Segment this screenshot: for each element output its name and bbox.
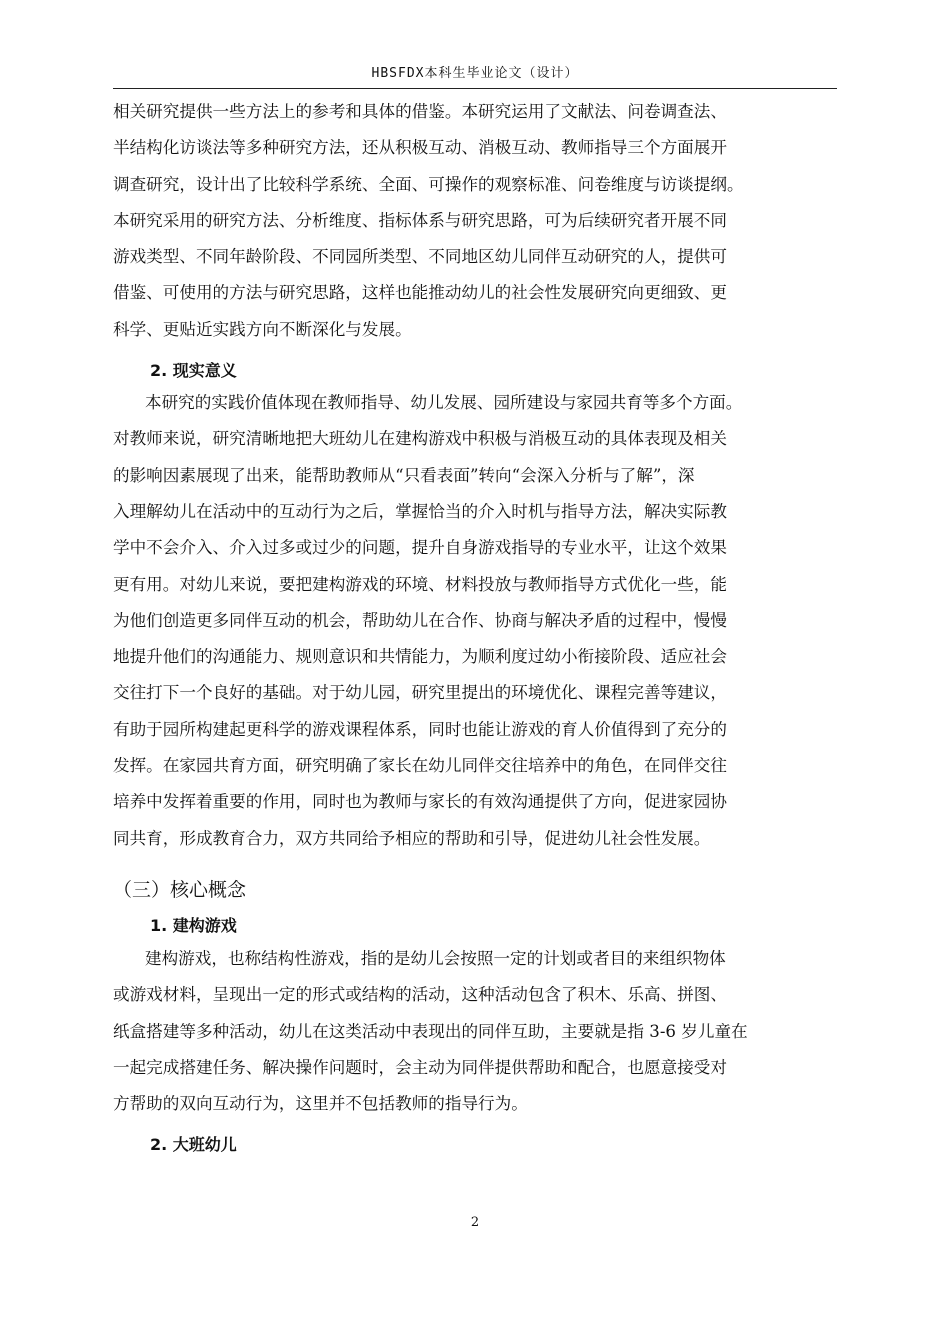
text-line: 调查研究，设计出了比较科学系统、全面、可操作的观察标准、问卷维度与访谈提纲。: [113, 174, 744, 194]
heading-construction-game: 1. 建构游戏: [150, 915, 237, 935]
text-line: 相关研究提供一些方法上的参考和具体的借鉴。本研究运用了文献法、问卷调查法、: [113, 102, 727, 121]
text-line: 培养中发挥着重要的作用，同时也为教师与家长的有效沟通提供了方向，促进家园协: [113, 792, 727, 812]
text-line: 为他们创造更多同伴互动的机会，帮助幼儿在合作、协商与解决矛盾的过程中，慢慢: [113, 610, 727, 630]
text-line: 科学、更贴近实践方向不断深化与发展。: [113, 319, 412, 339]
paragraph-research-methods: [113, 94, 853, 348]
heading-core-concepts: （三）核心概念: [113, 878, 247, 901]
heading-practical-significance: 2. 现实意义: [150, 361, 237, 381]
text-line: 建构游戏，也称结构性游戏，指的是幼儿会按照一定的计划或者目的来组织物体: [145, 948, 726, 968]
paragraph-practical-significance: [113, 385, 853, 857]
paragraph-construction-game: [113, 941, 853, 1122]
text-line: 发挥。在家园共育方面，研究明确了家长在幼儿同伴交往培养中的角色，在同伴交往: [113, 756, 727, 776]
document-body: [113, 94, 853, 1156]
text-line: 或游戏材料，呈现出一定的形式或结构的活动，这种活动包含了积木、乐高、拼图、: [113, 985, 727, 1005]
text-line: 交往打下一个良好的基础。对于幼儿园，研究里提出的环境优化、课程完善等建议，: [113, 683, 727, 703]
page-header: HBSFDX本科生毕业论文（设计）: [371, 66, 579, 81]
text-line: 半结构化访谈法等多种研究方法，还从积极互动、消极互动、教师指导三个方面展开: [113, 138, 727, 158]
text-line: 本研究采用的研究方法、分析维度、指标体系与研究思路，可为后续研究者开展不同: [113, 210, 727, 230]
text-line: 有助于园所构建起更科学的游戏课程体系，同时也能让游戏的育人价值得到了充分的: [113, 719, 727, 739]
text-line: 入理解幼儿在活动中的互动行为之后，掌握恰当的介入时机与指导方法，解决实际教: [113, 501, 727, 521]
text-line: 方帮助的双向互动行为，这里并不包括教师的指导行为。: [113, 1094, 528, 1114]
text-line: 地提升他们的沟通能力、规则意识和共情能力，为顺利度过幼小衔接阶段、适应社会: [113, 647, 727, 667]
header-rule: [113, 88, 837, 89]
text-line: 的影响因素展现了出来，能帮助教师从“只看表面”转向“会深入分析与了解”，深: [113, 465, 695, 485]
text-line: 更有用。对幼儿来说，要把建构游戏的环境、材料投放与教师指导方式优化一些，能: [113, 574, 727, 594]
text-line: 对教师来说，研究清晰地把大班幼儿在建构游戏中积极与消极互动的具体表现及相关: [113, 429, 727, 449]
page-number: 2: [470, 1215, 480, 1230]
text-line: 纸盒搭建等多种活动，幼儿在这类活动中表现出的同伴互助，主要就是指 3-6 岁儿童在: [113, 1021, 748, 1041]
text-line: 学中不会介入、介入过多或过少的问题，提升自身游戏指导的专业水平，让这个效果: [113, 538, 727, 558]
text-line: 一起完成搭建任务、解决操作问题时，会主动为同伴提供帮助和配合，也愿意接受对: [113, 1057, 727, 1077]
text-line: 游戏类型、不同年龄阶段、不同园所类型、不同地区幼儿同伴互动研究的人，提供可: [113, 247, 727, 267]
heading-big-class-children: 2. 大班幼儿: [150, 1135, 237, 1155]
text-line: 同共育，形成教育合力，双方共同给予相应的帮助和引导，促进幼儿社会性发展。: [113, 828, 711, 848]
text-line: 本研究的实践价值体现在教师指导、幼儿发展、园所建设与家园共育等多个方面。: [145, 393, 743, 413]
text-line: 借鉴、可使用的方法与研究思路，这样也能推动幼儿的社会性发展研究向更细致、更: [113, 283, 727, 303]
